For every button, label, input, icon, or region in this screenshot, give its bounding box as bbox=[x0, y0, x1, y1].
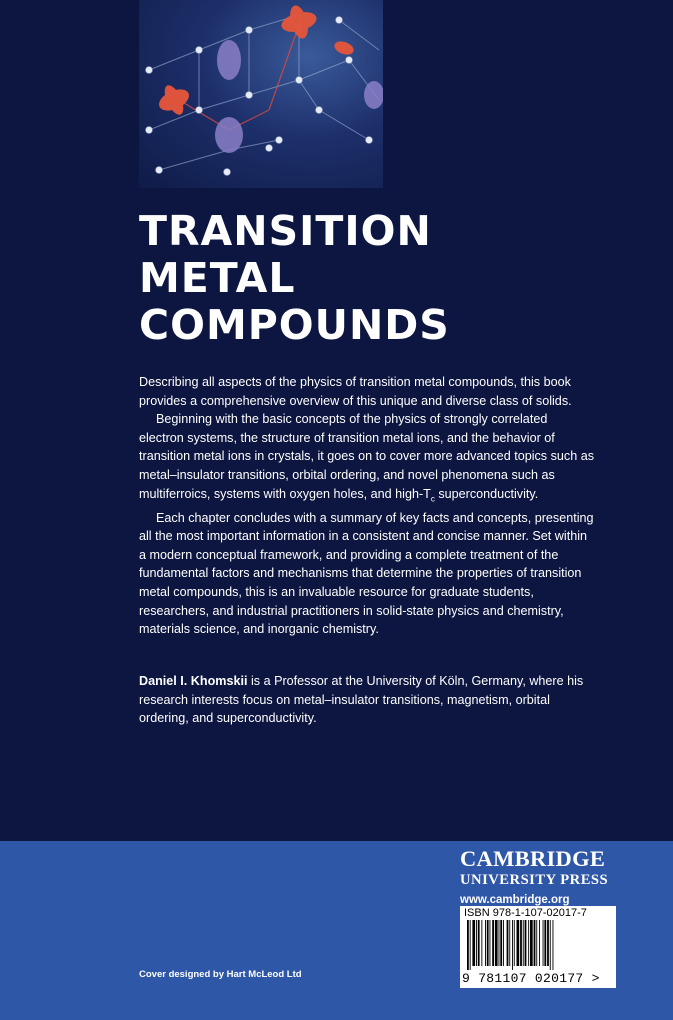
orbital-lattice-illustration bbox=[139, 0, 383, 188]
publisher-name: CAMBRIDGE bbox=[460, 846, 606, 871]
book-title bbox=[139, 208, 559, 349]
author-bio bbox=[139, 672, 594, 728]
description-paragraph-2-text: Beginning with the basic concepts of the physics of strongly correlated electron systems, the structure of transition metal ions, and the behavior of transition metal ions in crystals, it goes on to cover more advanced topics such as metal–insulator transitions, orbital ordering, and novel phenomena such as multiferroics, systems with oxygen holes, and high-T bbox=[139, 412, 594, 501]
author-bio-text: is a Professor at the University of Köln, Germany, where his research interests focus on metal–insulator transitions, magnetism, orbital ordering, and superconductivity. bbox=[139, 674, 584, 726]
barcode-icon bbox=[463, 920, 613, 970]
title-line-1: TRANSITION bbox=[139, 207, 432, 255]
title-line-2: METAL bbox=[139, 254, 296, 302]
description-paragraph-2-end: superconductivity. bbox=[434, 486, 539, 501]
barcode-digits: 9 781107 020177 > bbox=[462, 971, 600, 986]
isbn-barcode bbox=[460, 906, 616, 988]
description-paragraph-3: Each chapter concludes with a summary of key facts and concepts, presenting all the most important information in a consistent and concise manner. Set within a modern conceptual framework, and providing a complete treatment of the fundamental factors and mechanisms that determine the properties of transition metal compounds, this is an invaluable resource for graduate students, researchers, and industrial practitioners in solid-state physics and chemistry, materials science, and inorganic chemistry. bbox=[139, 510, 594, 637]
description-paragraph-2 bbox=[139, 410, 594, 508]
publisher-logo bbox=[460, 847, 620, 907]
description-paragraph-1: Describing all aspects of the physics of transition metal compounds, this book provides a comprehensive overview of this unique and diverse class of solids. bbox=[139, 375, 572, 408]
tc-subscript: c bbox=[430, 494, 435, 504]
publisher-subtitle: UNIVERSITY PRESS bbox=[460, 872, 609, 888]
cover-credit: Cover designed by Hart McLeod Ltd bbox=[139, 969, 302, 980]
author-name: Daniel I. Khomskii bbox=[139, 674, 248, 688]
cover-illustration bbox=[139, 0, 383, 188]
publisher-url: www.cambridge.org bbox=[460, 894, 570, 906]
book-description bbox=[139, 373, 594, 639]
title-line-3: COMPOUNDS bbox=[139, 301, 450, 349]
isbn-label: ISBN 978-1-107-02017-7 bbox=[464, 907, 587, 919]
